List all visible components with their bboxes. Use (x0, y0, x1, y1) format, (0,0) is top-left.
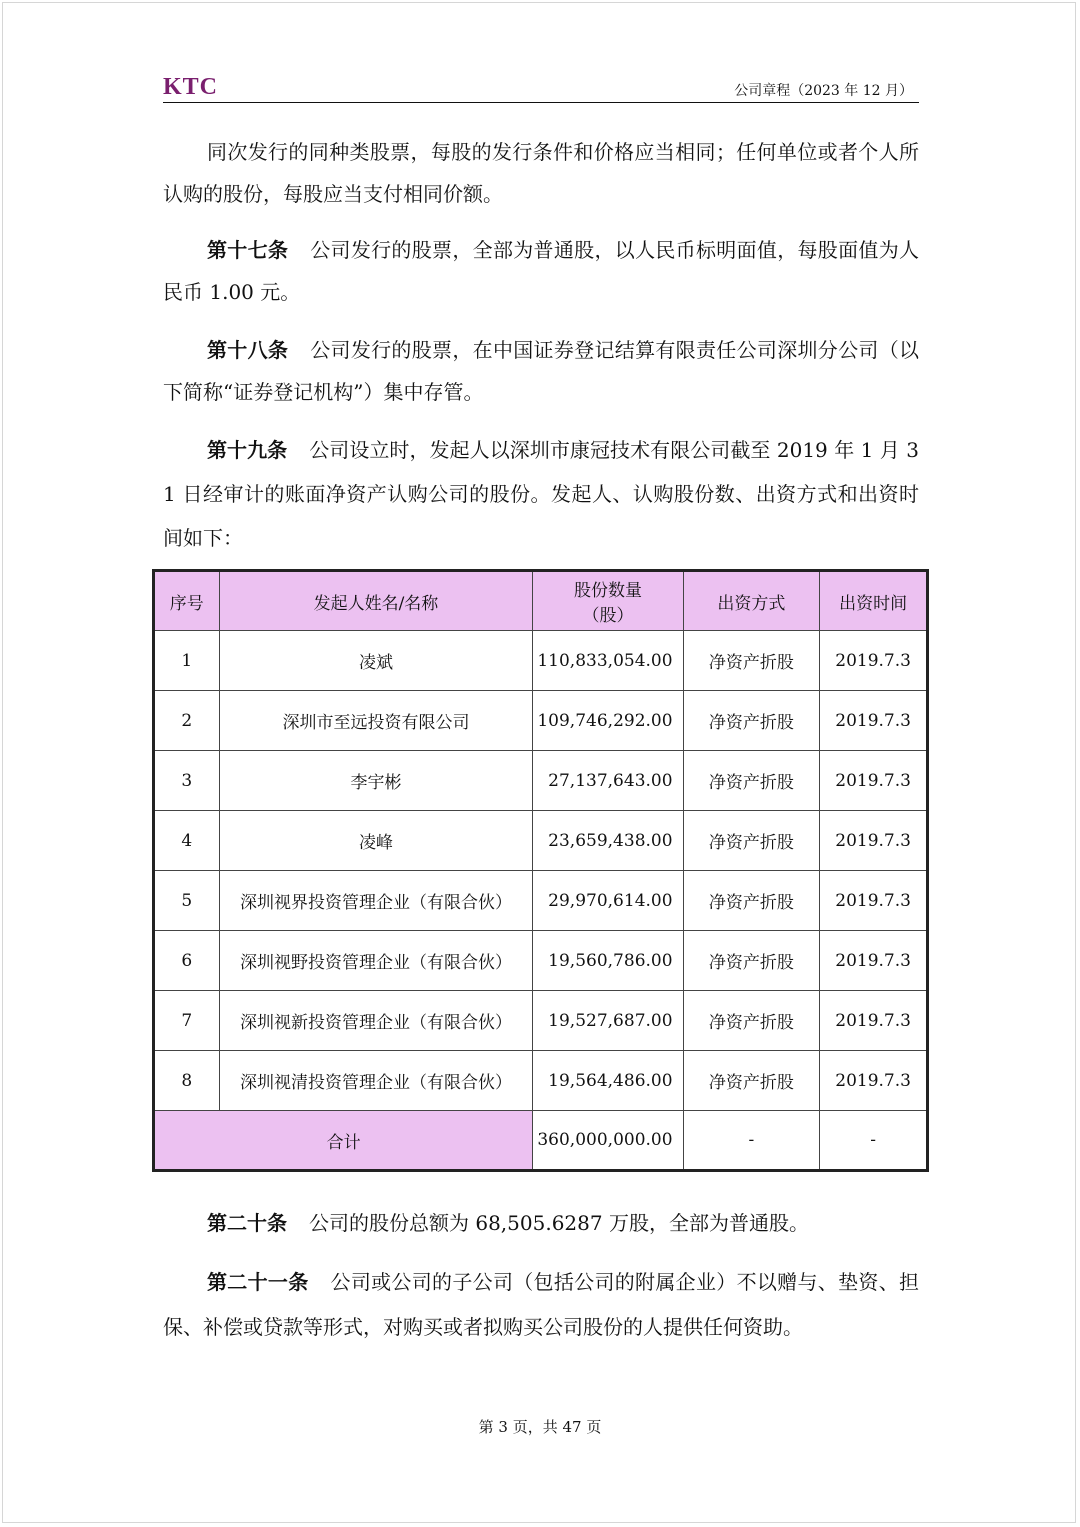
cell-name: 深圳市至远投资有限公司 (219, 691, 533, 751)
cell-name: 深圳视新投资管理企业（有限合伙） (219, 991, 533, 1051)
page-number: 第 3 页，共 47 页 (478, 1418, 602, 1436)
cell-time: 2019.7.3 (820, 931, 928, 991)
table-row (154, 931, 928, 991)
article-18-text: 公司发行的股票，在中国证券登记结算有限责任公司深圳分公司（以下简称“证券登记机构”）集中存管。 (163, 338, 920, 404)
total-label: 合计 (154, 1111, 533, 1171)
cell-time: 2019.7.3 (820, 991, 928, 1051)
article-20-text: 公司的股份总额为 68,505.6287 万股，全部为普通股。 (309, 1211, 809, 1235)
cell-shares: 19,560,786.00 (533, 931, 683, 991)
table-row (154, 811, 928, 871)
paragraph-continued: 同次发行的同种类股票，每股的发行条件和价格应当相同；任何单位或者个人所认购的股份，每股应当支付相同价额。 (163, 140, 919, 206)
cell-shares: 110,833,054.00 (533, 631, 683, 691)
table-header-row (154, 571, 928, 631)
company-logo: KTC (163, 74, 219, 100)
cell-time: 2019.7.3 (820, 751, 928, 811)
cell-method: 净资产折股 (683, 871, 820, 931)
total-time: - (820, 1111, 928, 1171)
total-shares: 360,000,000.00 (533, 1111, 683, 1171)
table-row (154, 751, 928, 811)
cell-shares: 19,564,486.00 (533, 1051, 683, 1111)
cell-time: 2019.7.3 (820, 631, 928, 691)
cell-seq: 8 (154, 1051, 220, 1111)
header-title: 公司章程（2023 年 12 月） (734, 83, 913, 99)
article-17-label: 第十七条 (207, 238, 289, 262)
founders-table (152, 569, 929, 1172)
cell-time: 2019.7.3 (820, 1051, 928, 1111)
article-21 (163, 1260, 919, 1350)
article-20 (163, 1202, 919, 1244)
total-method: - (683, 1111, 820, 1171)
cell-seq: 2 (154, 691, 220, 751)
cell-method: 净资产折股 (683, 1051, 820, 1111)
page-header (163, 74, 919, 103)
cell-shares: 23,659,438.00 (533, 811, 683, 871)
article-17 (163, 229, 919, 313)
cell-seq: 7 (154, 991, 220, 1051)
cell-shares: 109,746,292.00 (533, 691, 683, 751)
table-row (154, 1051, 928, 1111)
article-21-label: 第二十一条 (207, 1270, 309, 1294)
cell-seq: 3 (154, 751, 220, 811)
cell-name: 凌峰 (219, 811, 533, 871)
cell-method: 净资产折股 (683, 751, 820, 811)
article-20-label: 第二十条 (207, 1211, 287, 1235)
cell-method: 净资产折股 (683, 631, 820, 691)
cell-shares: 29,970,614.00 (533, 871, 683, 931)
cell-time: 2019.7.3 (820, 691, 928, 751)
cell-method: 净资产折股 (683, 691, 820, 751)
cell-seq: 1 (154, 631, 220, 691)
cell-seq: 6 (154, 931, 220, 991)
cell-method: 净资产折股 (683, 811, 820, 871)
cell-name: 深圳视清投资管理企业（有限合伙） (219, 1051, 533, 1111)
cell-shares: 19,527,687.00 (533, 991, 683, 1051)
cell-name: 深圳视界投资管理企业（有限合伙） (219, 871, 533, 931)
article-21-text: 公司或公司的子公司（包括公司的附属企业）不以赠与、垫资、担保、补偿或贷款等形式，对购买或者拟购买公司股份的人提供任何资助。 (163, 1270, 920, 1339)
cell-name: 深圳视野投资管理企业（有限合伙） (219, 931, 533, 991)
article-19 (163, 428, 919, 560)
article-19-text: 公司设立时，发起人以深圳市康冠技术有限公司截至 2019 年 1 月 31 日经审计的账面净资产认购公司的股份。发起人、认购股份数、出资方式和出资时间如下： (163, 438, 919, 550)
header-name: 发起人姓名/名称 (219, 571, 533, 631)
table-row (154, 871, 928, 931)
header-method: 出资方式 (683, 571, 820, 631)
cell-method: 净资产折股 (683, 991, 820, 1051)
cell-seq: 5 (154, 871, 220, 931)
cell-name: 凌斌 (219, 631, 533, 691)
cell-seq: 4 (154, 811, 220, 871)
header-shares-line1: 股份数量 (573, 581, 642, 601)
cell-time: 2019.7.3 (820, 871, 928, 931)
header-time: 出资时间 (820, 571, 928, 631)
article-18 (163, 329, 919, 413)
article-19-label: 第十九条 (207, 438, 288, 462)
article-18-label: 第十八条 (207, 338, 289, 362)
cell-time: 2019.7.3 (820, 811, 928, 871)
header-shares (533, 571, 683, 631)
header-shares-line2: （股） (582, 606, 634, 626)
cell-shares: 27,137,643.00 (533, 751, 683, 811)
table-row (154, 691, 928, 751)
table-total-row (154, 1111, 928, 1171)
table-row (154, 631, 928, 691)
article-17-text: 公司发行的股票，全部为普通股，以人民币标明面值，每股面值为人民币 1.00 元。 (163, 238, 920, 304)
cell-name: 李宇彬 (219, 751, 533, 811)
cell-method: 净资产折股 (683, 931, 820, 991)
header-seq: 序号 (154, 571, 220, 631)
table-row (154, 991, 928, 1051)
